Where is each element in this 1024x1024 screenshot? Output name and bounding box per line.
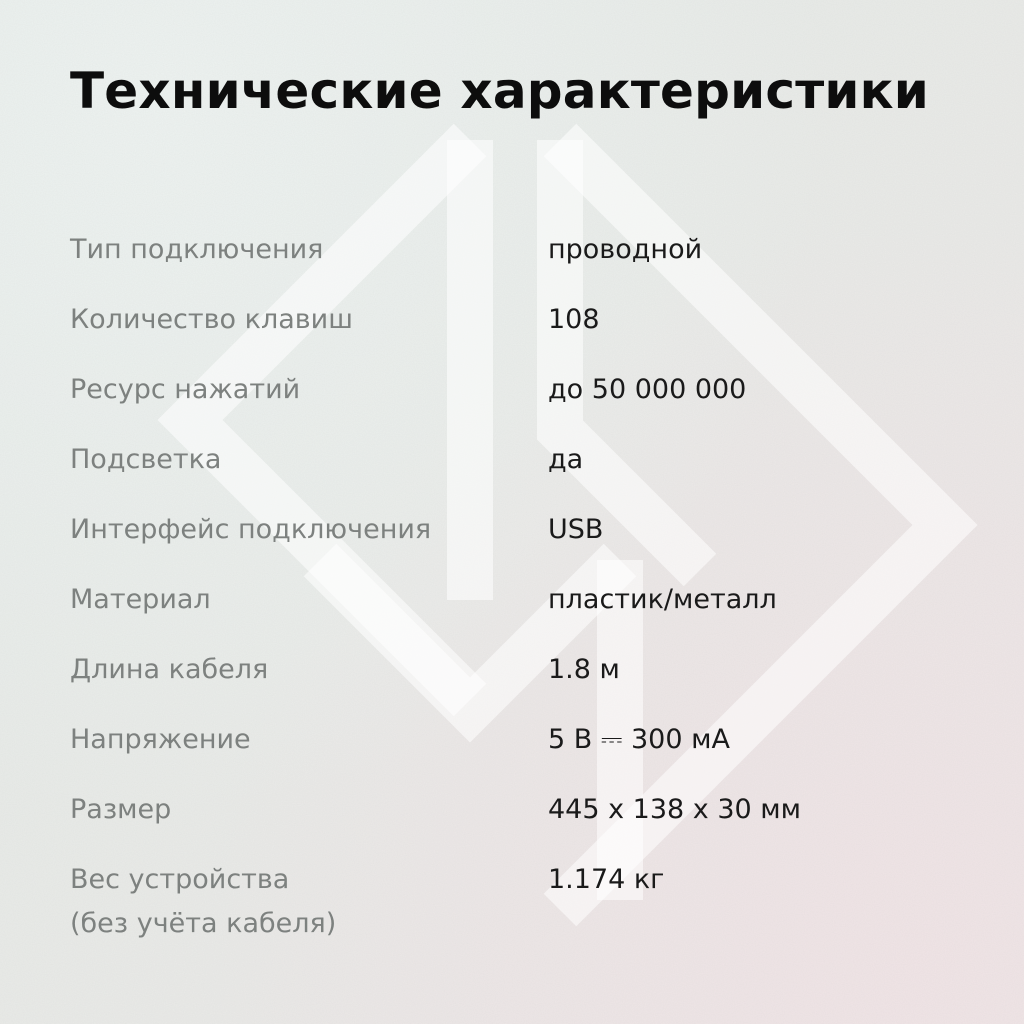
spec-value: проводной	[548, 234, 703, 265]
spec-list	[70, 228, 970, 946]
spec-row	[70, 858, 970, 946]
spec-label: Ресурс нажатий	[70, 374, 301, 405]
spec-value: да	[548, 444, 584, 475]
spec-row	[70, 788, 970, 858]
spec-row	[70, 648, 970, 718]
spec-label: Материал	[70, 584, 211, 615]
spec-value: USB	[548, 514, 604, 545]
spec-row	[70, 718, 970, 788]
spec-row	[70, 368, 970, 438]
spec-row	[70, 578, 970, 648]
spec-value: 1.174 кг	[548, 864, 665, 895]
spec-row	[70, 508, 970, 578]
spec-label: Подсветка	[70, 444, 222, 475]
spec-value: 445 x 138 x 30 мм	[548, 794, 802, 825]
spec-label: Количество клавиш	[70, 304, 353, 335]
spec-label: Вес устройства (без учёта кабеля)	[70, 864, 337, 939]
spec-label: Тип подключения	[70, 234, 324, 265]
spec-value: пластик/металл	[548, 584, 777, 615]
spec-value: 108	[548, 304, 600, 335]
page-title: Технические характеристики	[70, 62, 930, 120]
spec-row	[70, 228, 970, 298]
spec-value: 1.8 м	[548, 654, 620, 685]
spec-label: Интерфейс подключения	[70, 514, 432, 545]
spec-label: Напряжение	[70, 724, 251, 755]
spec-row	[70, 438, 970, 508]
spec-label: Размер	[70, 794, 172, 825]
spec-value: 5 В ⎓ 300 мА	[548, 724, 730, 755]
spec-label: Длина кабеля	[70, 654, 269, 685]
spec-value: до 50 000 000	[548, 374, 747, 405]
spec-row	[70, 298, 970, 368]
